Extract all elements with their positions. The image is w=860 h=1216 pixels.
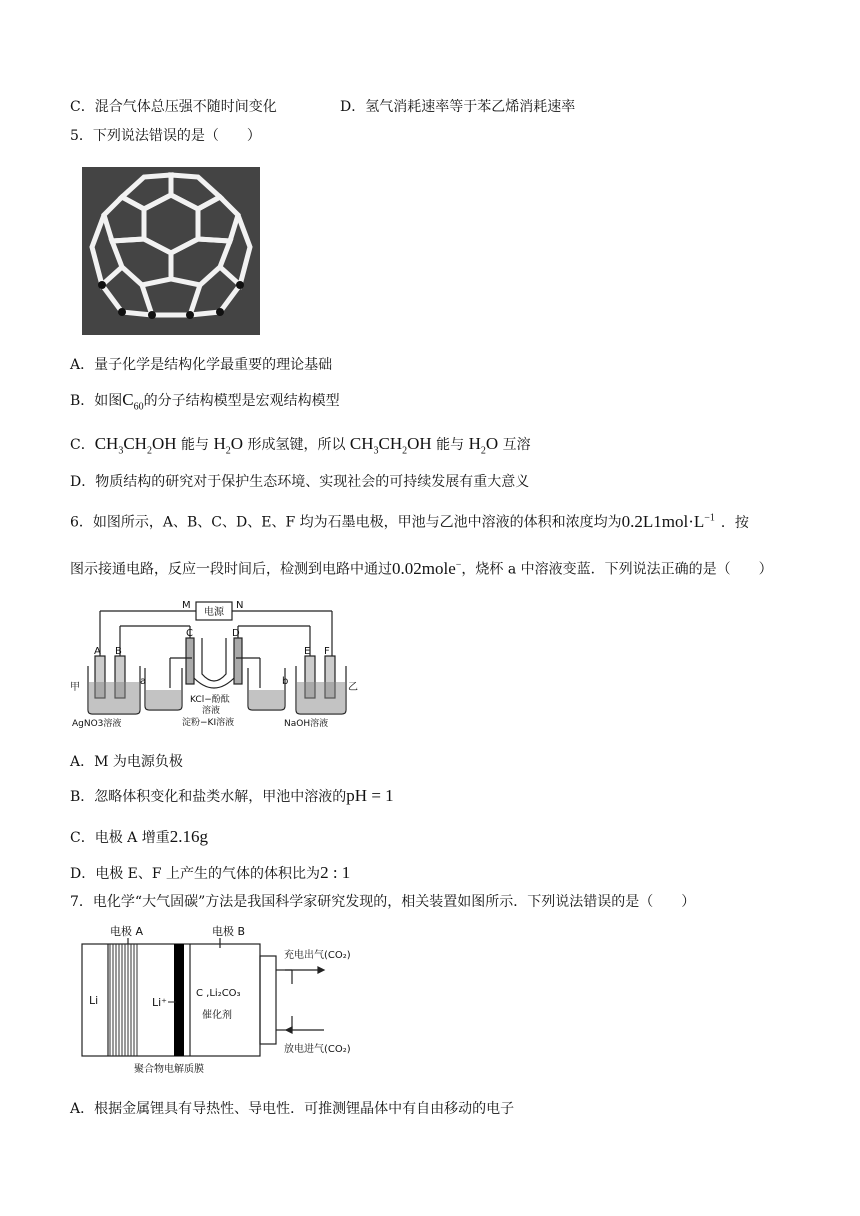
q5-stem: 5．下列说法错误的是（ ） [70,128,261,144]
q5-option-b [70,390,340,417]
q5-option-c-post: 互溶 [502,437,531,453]
label-b: B [115,646,122,657]
c60-formula: $C_{60}$ [122,390,144,413]
q6-concentration: $0.2L1mol\cdot L^{-1}$ [621,511,715,531]
label-f: F [324,646,330,657]
water-formula-2: $H_2O$ [468,434,499,457]
ethanol-formula-2: $CH_3CH_2OH$ [349,434,432,457]
label-starch: 淀粉−KI溶液 [182,718,235,728]
q5-option-c-pre: C． [70,437,95,453]
q6-option-b-pre: B．忽略体积变化和盐类水解，甲池中溶液的 [70,789,347,805]
ethanol-formula: $CH_3CH_2OH$ [94,434,177,457]
label-n: N [236,600,244,611]
label-yi: 乙 [348,682,358,693]
label-beaker-a: a [140,676,147,687]
carbon-label: C ,Li₂CO₃ [196,988,241,999]
label-d: D [232,628,240,639]
discharge-in-label: 放电进气(CO₂) [284,1044,351,1055]
c60-model-photo [82,167,260,335]
q6-stem-line1 [70,508,749,533]
q6-charge: 0.02mole− [392,558,462,578]
q6-option-c [70,827,208,848]
li-ion-label: Li⁺ [152,996,167,1009]
label-agno3: AgNO3溶液 [72,719,122,729]
q6-mass-value: 2.16g [169,827,208,846]
q5-option-c-mid3: 能与 [436,437,465,453]
q7-stem: 7．电化学“大气固碳”方法是我国科学家研究发现的，相关装置如图所示．下列说法错误的是（ ） [70,894,696,910]
q5-option-b-pre: B．如图 [70,393,123,409]
q5-option-a: A．量子化学是结构化学最重要的理论基础 [70,357,333,373]
water-formula: $H_2O$ [213,434,243,457]
li-metal-label: Li [89,994,99,1007]
electrolysis-diagram [70,598,370,733]
co2-battery-diagram [80,922,380,1074]
c60-model-icon [82,167,260,335]
label-c: C [186,628,193,639]
q5-option-d: D．物质结构的研究对于保护生态环境、实现社会的可持续发展有重大意义 [70,474,530,490]
label-jia: 甲 [70,682,80,693]
q6-ratio-value: 2 : 1 [320,863,351,882]
catalyst-label: 催化剂 [202,1010,232,1021]
charge-out-label: 充电出气(CO₂) [284,950,351,961]
label-kcl: KCl−酚酞 [190,695,230,705]
label-beaker-b: b [282,676,289,687]
membrane-label: 聚合物电解质膜 [134,1064,204,1074]
electrode-a-label: 电极 A [110,925,144,938]
q6-option-d-pre: D．电极 E、F 上产生的气体的体积比为 [70,866,321,882]
power-label: 电源 [204,607,224,618]
q4-option-d: D．氢气消耗速率等于苯乙烯消耗速率 [340,99,576,115]
q5-option-c [70,434,531,461]
label-m: M [182,600,191,611]
label-naoh: NaOH溶液 [284,719,329,729]
q5-option-b-post: 的分子结构模型是宏观结构模型 [143,393,340,409]
q6-stem1-pre: 6．如图所示，A、B、C、D、E、F 均为石墨电极，甲池与乙池中溶液的体积和浓度均为 [70,514,622,531]
q6-stem-line2 [70,555,773,580]
q6-ph-value: pH = 1 [346,786,394,805]
q5-option-c-mid2: 形成氢键，所以 [247,437,346,453]
label-e: E [304,646,311,657]
q6-stem2-pre: 图示接通电路，反应一段时间后，检测到电路中通过 [70,561,392,578]
q6-stem2-post: ，烧杯 a 中溶液变蓝．下列说法正确的是（ ） [461,561,773,578]
label-kcl-solution: 溶液 [202,706,221,716]
q6-stem1-post: ．按 [720,514,749,531]
q5-option-c-mid1: 能与 [180,437,209,453]
q6-option-d [70,863,350,884]
q6-option-c-pre: C．电极 A 增重 [70,830,170,846]
q7-option-a: A．根据金属锂具有导热性、导电性．可推测锂晶体中有自由移动的电子 [70,1101,515,1117]
q6-option-a: A．M 为电源负极 [70,754,183,770]
label-a: A [94,646,101,657]
q4-option-c: C．混合气体总压强不随时间变化 [70,99,277,115]
q6-option-b [70,786,394,807]
electrode-b-label: 电极 B [212,925,246,938]
